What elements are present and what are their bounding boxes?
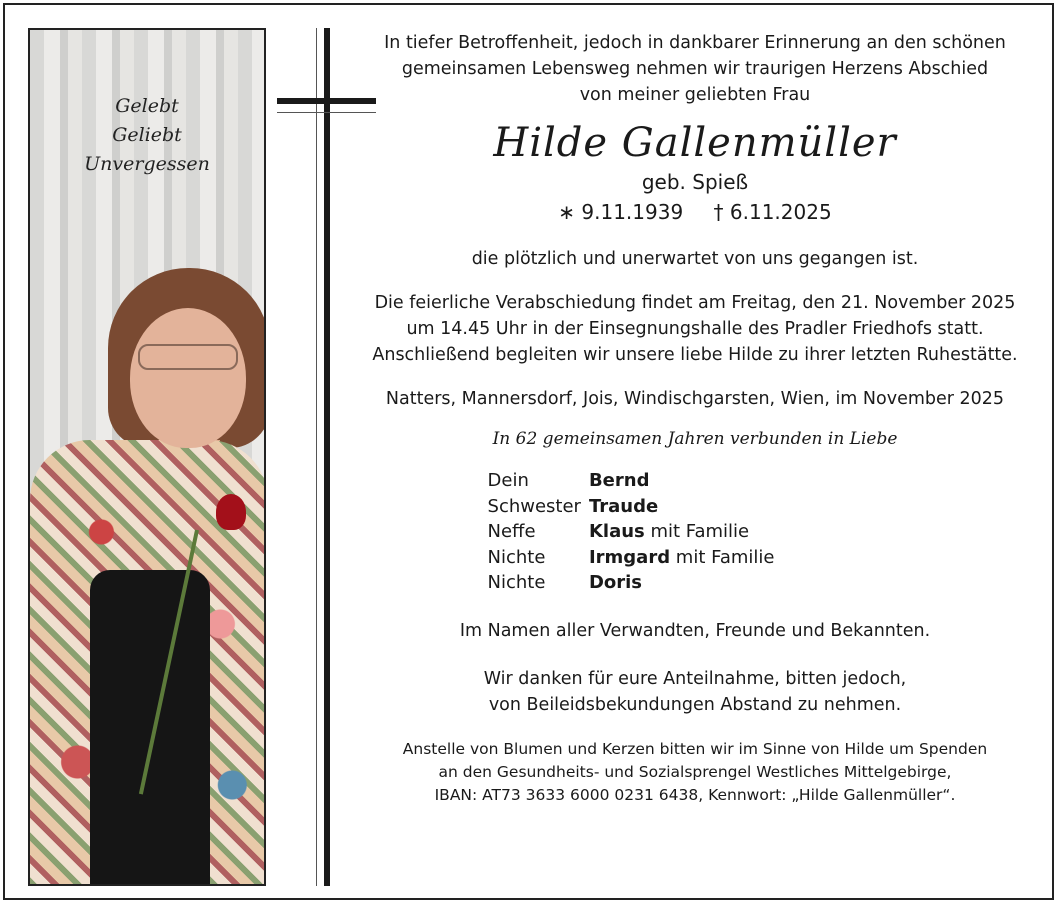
- relative-name: Bernd: [588, 470, 650, 491]
- place-date: Natters, Mannersdorf, Jois, Windischgarsten, Wien, im November 2025: [385, 389, 1005, 409]
- relative-name: Irmgard: [588, 546, 671, 568]
- obituary-text: [346, 30, 1044, 807]
- cross-thin-vertical: [316, 28, 317, 886]
- relation: Nichte: [487, 546, 546, 568]
- intro-line: In tiefer Betroffenheit, jedoch in dankbarer Erinnerung an den schönen: [384, 33, 1006, 53]
- relative-suffix: mit Familie: [670, 546, 775, 568]
- photo-face: [130, 308, 246, 448]
- relative-name: Klaus: [588, 521, 645, 542]
- birth-date: ∗ 9.11.1939: [558, 200, 684, 224]
- thanks-line: Wir danken für eure Anteilnahme, bitten jedoch,: [483, 668, 907, 689]
- relation: Dein: [487, 470, 529, 491]
- motto-line: Unvergessen: [84, 153, 210, 175]
- motto-line: Gelebt: [115, 95, 179, 117]
- relative: [589, 519, 783, 545]
- motto: [30, 92, 264, 179]
- family-row: [488, 570, 783, 596]
- portrait-photo: [28, 28, 266, 886]
- thanks-line: von Beileidsbekundungen Abstand zu nehmen.: [488, 694, 902, 715]
- relative-name: Doris: [588, 572, 643, 593]
- relative: [589, 468, 783, 494]
- family-list: [488, 468, 783, 596]
- intro-line: gemeinsamen Lebensweg nehmen wir traurigen Herzens Abschied: [401, 59, 989, 79]
- donation-line: an den Gesundheits- und Sozialsprengel Westliches Mittelgebirge,: [438, 762, 952, 781]
- passing-text: die plötzlich und unerwartet von uns gegangen ist.: [471, 249, 919, 269]
- ceremony-line: Die feierliche Verabschiedung findet am Freitag, den 21. November 2025: [374, 293, 1016, 313]
- ceremony-line: um 14.45 Uhr in der Einsegnungshalle des Pradler Friedhofs statt.: [406, 319, 984, 339]
- relation: Nichte: [487, 572, 546, 593]
- cross-icon: [324, 28, 330, 886]
- photo-dress: [90, 570, 210, 886]
- motto-line: Geliebt: [112, 124, 182, 146]
- death-date: † 6.11.2025: [713, 200, 832, 224]
- relation: Schwester: [487, 495, 581, 517]
- family-row: [488, 519, 783, 545]
- rose-icon: [216, 494, 246, 530]
- relative-suffix: mit Familie: [644, 521, 750, 542]
- relation: Neffe: [487, 521, 536, 542]
- photo-glasses: [138, 344, 238, 370]
- maiden-name: geb. Spieß: [641, 170, 749, 194]
- family-row: [488, 494, 783, 520]
- relative: [589, 570, 783, 596]
- on-behalf-text: Im Namen aller Verwandten, Freunde und Bekannten.: [459, 620, 931, 641]
- marriage-line: In 62 gemeinsamen Jahren verbunden in Liebe: [492, 429, 898, 449]
- family-row: [488, 545, 783, 571]
- relative: [589, 494, 783, 520]
- intro-line: von meiner geliebten Frau: [579, 85, 811, 105]
- relative-name: Traude: [588, 495, 659, 517]
- donation-line: IBAN: AT73 3633 6000 0231 6438, Kennwort: „Hilde Gallenmüller“.: [434, 785, 956, 804]
- life-dates: [346, 198, 1044, 226]
- deceased-name: Hilde Gallenmüller: [493, 120, 897, 166]
- family-row: [488, 468, 783, 494]
- ceremony-line: Anschließend begleiten wir unsere liebe Hilde zu ihrer letzten Ruhestätte.: [372, 345, 1018, 365]
- relative: [589, 545, 783, 571]
- donation-line: Anstelle von Blumen und Kerzen bitten wir im Sinne von Hilde um Spenden: [402, 739, 988, 758]
